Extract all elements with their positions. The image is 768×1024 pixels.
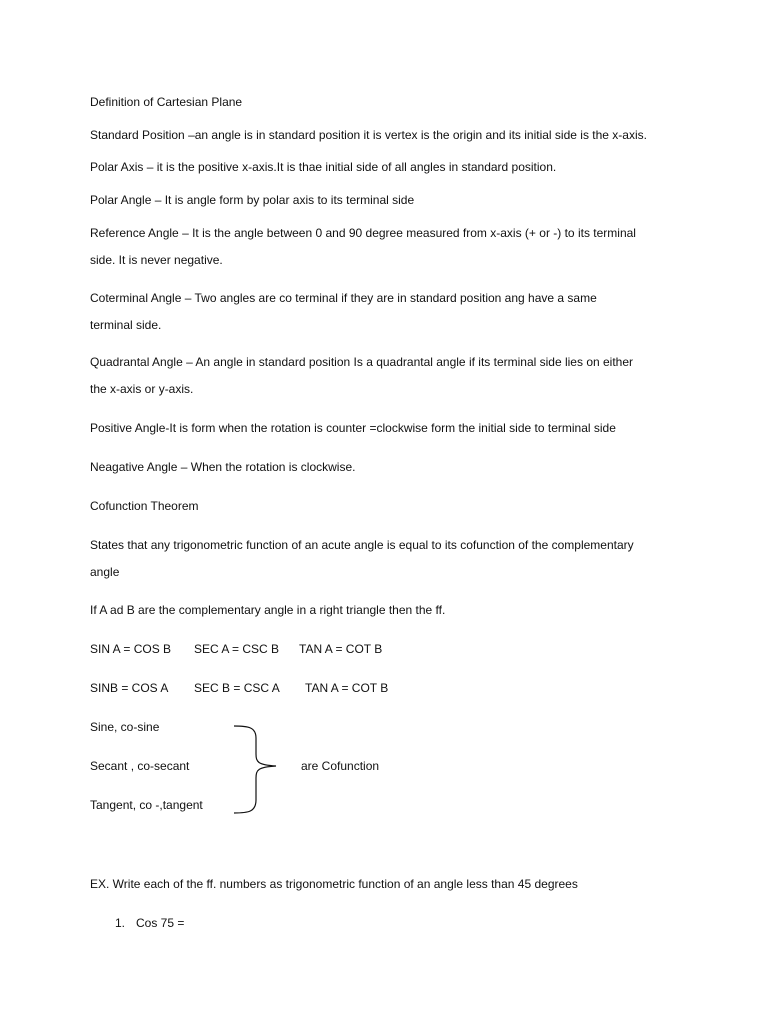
identity-sin-b: SINB = COS A	[90, 681, 169, 695]
curly-brace	[228, 722, 288, 818]
theorem-text-cont: angle	[90, 565, 120, 579]
brace-label: are Cofunction	[301, 759, 380, 773]
pair-secant: Secant , co-secant	[90, 759, 190, 773]
identity-sin-a: SIN A = COS B	[90, 642, 172, 656]
definition-standard-position: Standard Position –an angle is in standard position it is vertex is the origin and its initial side is the x-axis.	[90, 128, 647, 142]
definition-quadrantal-angle: Quadrantal Angle – An angle in standard position Is a quadrantal angle if its terminal side lies on either	[90, 355, 634, 369]
identity-tan-a-2: TAN A = COT B	[305, 681, 389, 695]
definition-quadrantal-angle-cont: the x-axis or y-axis.	[90, 382, 194, 396]
pair-sine: Sine, co-sine	[90, 720, 160, 734]
definition-reference-angle: Reference Angle – It is the angle between 0 and 90 degree measured from x-axis (+ or -) to its terminal	[90, 226, 636, 240]
theorem-title: Cofunction Theorem	[90, 499, 199, 513]
pair-tangent: Tangent, co -,tangent	[90, 798, 203, 812]
theorem-text: States that any trigonometric function of an acute angle is equal to its cofunction of the complementary	[90, 538, 634, 552]
if-statement: If A ad B are the complementary angle in a right triangle then the ff.	[90, 603, 446, 617]
definition-negative-angle: Neagative Angle – When the rotation is clockwise.	[90, 460, 356, 474]
identity-tan-a: TAN A = COT B	[299, 642, 383, 656]
identity-sec-b: SEC B = CSC A	[194, 681, 280, 695]
list-item-number: 1.	[115, 916, 126, 930]
list-item-text: Cos 75 =	[136, 916, 185, 930]
definition-coterminal-angle: Coterminal Angle – Two angles are co terminal if they are in standard position ang have a same	[90, 291, 597, 305]
definition-coterminal-angle-cont: terminal side.	[90, 318, 162, 332]
definition-polar-angle: Polar Angle – It is angle form by polar axis to its terminal side	[90, 193, 415, 207]
document-heading: Definition of Cartesian Plane	[90, 95, 243, 109]
example-instruction: EX. Write each of the ff. numbers as trigonometric function of an angle less than 45 degrees	[90, 877, 578, 891]
definition-reference-angle-cont: side. It is never negative.	[90, 253, 223, 267]
identity-sec-a: SEC A = CSC B	[194, 642, 280, 656]
definition-polar-axis: Polar Axis – it is the positive x-axis.It is thae initial side of all angles in standard position.	[90, 160, 557, 174]
definition-positive-angle: Positive Angle-It is form when the rotation is counter =clockwise form the initial side to terminal side	[90, 421, 616, 435]
